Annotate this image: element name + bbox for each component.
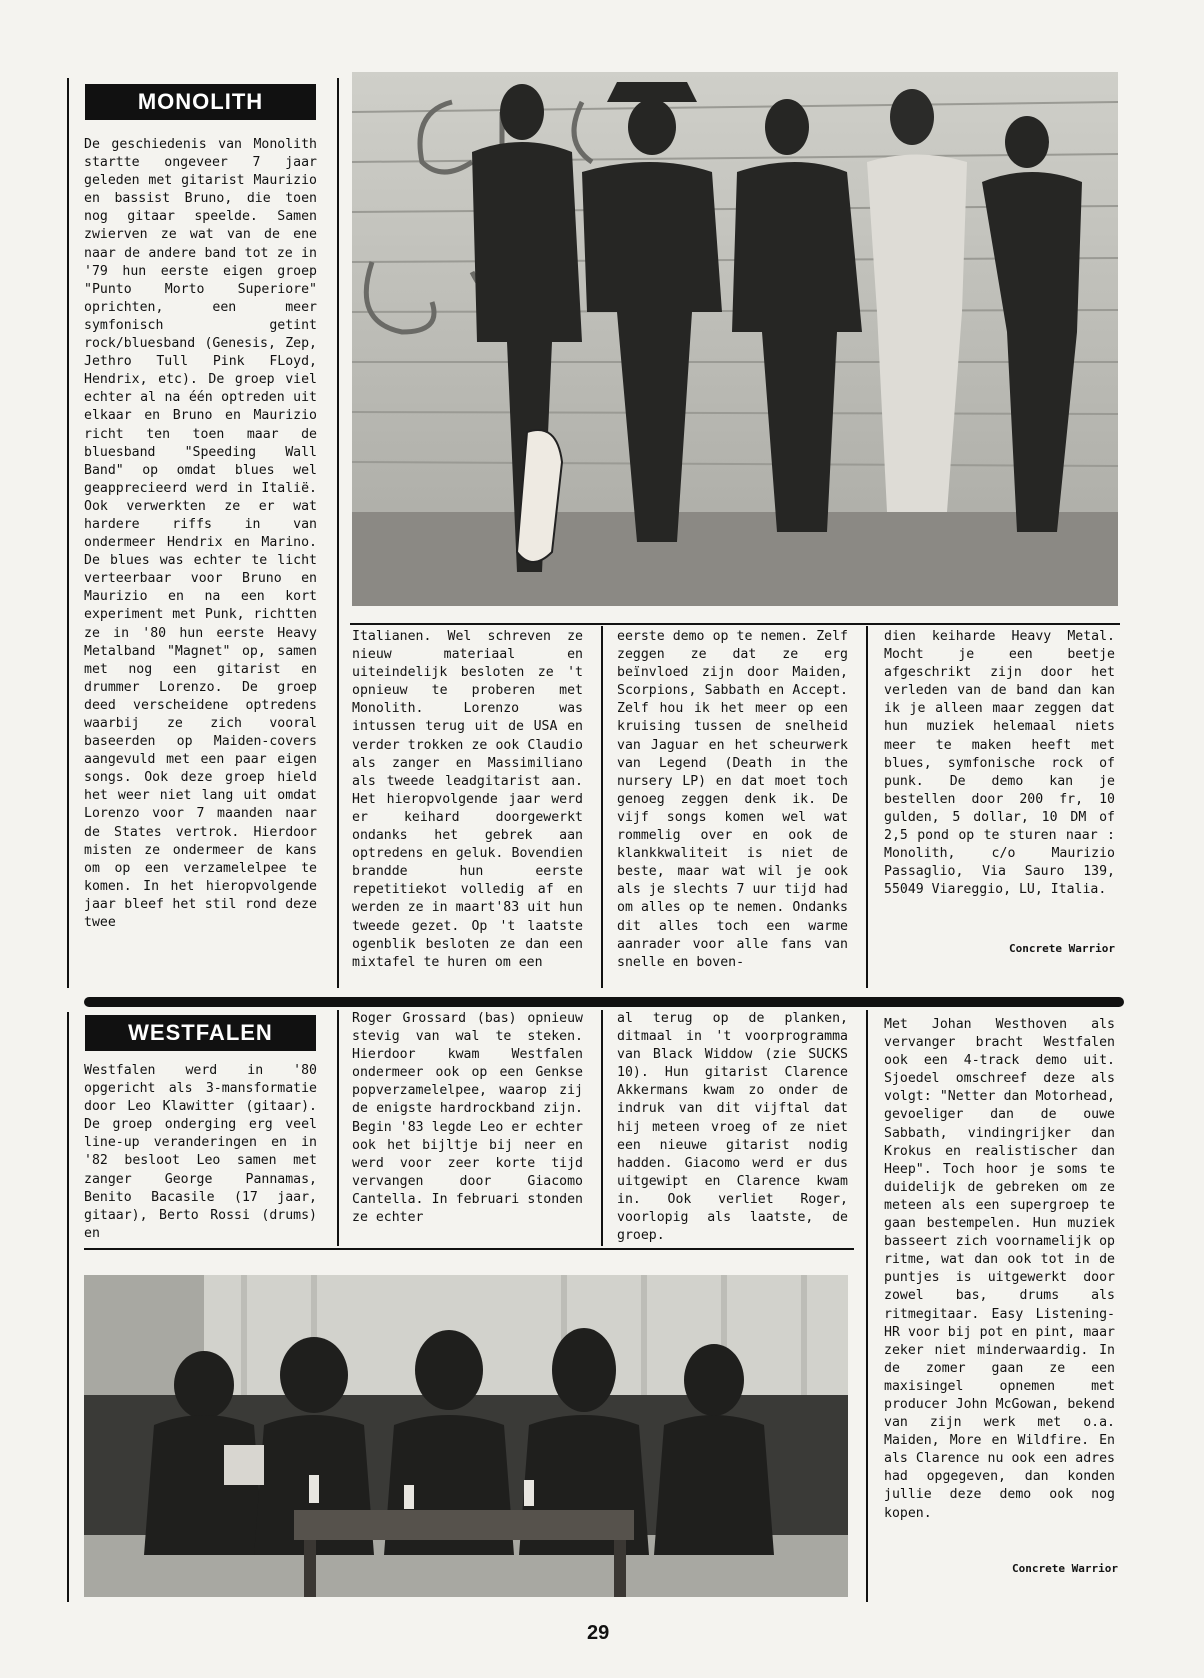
westfalen-col-rule-3 xyxy=(866,1010,868,1602)
westfalen-col2 xyxy=(352,1010,583,1227)
westfalen-col1 xyxy=(84,1062,317,1243)
westfalen-text-underline xyxy=(84,1248,854,1250)
monolith-col4 xyxy=(884,628,1115,899)
monolith-band-photo xyxy=(352,72,1118,606)
westfalen-col3 xyxy=(617,1010,848,1245)
monolith-col-rule-3 xyxy=(866,626,868,988)
westfalen-col4-text: Met Johan Westhoven als vervanger bracht Westfalen ook een 4-track demo uit. Sjoedel omschreef deze als volgt: "Netter dan Motorhead, gevoeliger dan de ouwe Sabbath, vindingrijker dan Krokus en realistischer dan Heep". Toch hoor je soms te duidelijk de gebreken om ze meteen als een supergroep te gaan bestempelen. Hun muziek basseert zich voornamelijk op ritme, wat dan ook tot in de puntjes is uitgewerkt door zowel bas, drums als ritmegitaar. Easy Listening-HR voor bij pot en pint, maar zeker niet minderwaardig. In de zomer gaan ze een maxisingel opnemen met producer John McGowan, bekend van zijn werk met o.a. Maiden, More en Wildfire. En als Clarence nu ook een adres had opgegeven, dan konden jullie deze demo ook nog kopen. xyxy=(884,1017,1115,1521)
monolith-col-rule-1 xyxy=(337,78,339,988)
monolith-signature: Concrete Warrior xyxy=(1009,942,1115,955)
section-divider xyxy=(84,997,1124,1007)
monolith-col1 xyxy=(84,136,317,932)
westfalen-band-photo xyxy=(84,1275,848,1597)
monolith-col-rule-2 xyxy=(601,626,603,988)
monolith-heading: MONOLITH xyxy=(85,84,316,120)
monolith-col4-text: dien keiharde Heavy Metal. Mocht je een beetje afgeschrikt zijn door het verleden van de band dan kan ik je alleen maar zeggen dat hun muziek helemaal niets meer te maken heeft met blues, symfonische rock of punk. De demo kan je bestellen door 200 fr, 10 gulden, 5 dollar, 10 DM of 2,5 pond op te sturen naar : Monolith, c/o Maurizio Passaglio, Via Sauro 139, 55049 Viareggio, LU, Italia. xyxy=(884,629,1115,898)
westfalen-col1-text: Westfalen werd in '80 opgericht als 3-mansformatie door Leo Klawitter (gitaar). De groep onderging erg veel line-up veranderingen en in '82 besloot Leo samen met zanger George Pannamas, Benito Bacasile (17 jaar, gitaar), Berto Rossi (drums) en xyxy=(84,1063,317,1241)
monolith-col1-text: De geschiedenis van Monolith startte ongeveer 7 jaar geleden met gitarist Maurizio en bassist Bruno, die toen nog gitaar speelde. Samen zwierven ze wat van de ene naar de andere band tot ze in '79 hun eerste eigen groep "Punto Morto Superiore" oprichten, een meer symfonisch getint rock/bluesband (Genesis, Zep, Jethro Tull Pink FLoyd, Hendrix, etc). De groep viel echter al na één optreden uit elkaar en Bruno en Maurizio richt ten toen maar de bluesband "Speeding Wall Band" op omdat blues wel geapprecieerd werd in Italië. Ook verwerkten ze er wat hardere riffs in van ondermeer Hendrix en Marino. De blues was echter te licht verteerbaar voor Bruno en Maurizio en na een kort experiment met Punk, richtten ze in '80 hun eerste Heavy Metalband "Magnet" op, samen met nog een gitarist en drummer Lorenzo. De groep deed verscheidene optredens waarbij ze zich vooral baseerden op Maiden-covers aangevuld met een paar eigen songs. Ook deze groep hield het weer niet lang uit omdat Lorenzo voor 7 maanden naar de States vertrok. Hierdoor misten ze ondermeer de kans om op een verzamelelpee te komen. In het hieropvolgende jaar bleef het stil rond deze twee xyxy=(84,137,317,931)
westfalen-col-rule-1 xyxy=(337,1010,339,1246)
westfalen-signature: Concrete Warrior xyxy=(1012,1562,1118,1575)
westfalen-col4 xyxy=(884,1016,1115,1523)
monolith-col3 xyxy=(617,628,848,972)
left-column-rule xyxy=(67,78,69,988)
westfalen-col2-text: Roger Grossard (bas) opnieuw stevig van wal te steken. Hierdoor kwam Westfalen ondermeer ook op een Genkse popverzamelelpee, waarop zij de enigste hardrockband zijn. Begin '83 legde Leo er echter ook het bijltje bij neer en werd voor zeer korte tijd vervangen door Giacomo Cantella. In februari stonden ze echter xyxy=(352,1011,583,1226)
westfalen-heading: WESTFALEN xyxy=(85,1015,316,1051)
page-number: 29 xyxy=(587,1622,610,1644)
monolith-photo-underline xyxy=(350,623,1120,625)
monolith-col3-text: eerste demo op te nemen. Zelf zeggen ze dat ze erg beïnvloed zijn door Maiden, Scorpions, Sabbath en Accept. Zelf hou ik het meer op een kruising tussen de snelheid van Jaguar en het scheurwerk van Legend (Death in the nursery LP) en dat moet toch genoeg zeggen denk ik. De vijf songs komen wel wat rommelig over en ook de klankkwaliteit is niet de beste, maar wat wil je ook als je slechts 7 uur tijd had om alles op te nemen. Ondanks dit alles toch een warme aanrader voor alle fans van snelle en boven- xyxy=(617,629,848,970)
westfalen-col-rule-2 xyxy=(601,1010,603,1246)
monolith-col2 xyxy=(352,628,583,972)
westfalen-left-rule xyxy=(67,1012,69,1602)
monolith-col2-text: Italianen. Wel schreven ze nieuw materiaal en uiteindelijk besloten ze 't opnieuw te proberen met Monolith. Lorenzo was intussen terug uit de USA en verder trokken ze ook Claudio als zanger en Massimiliano als tweede leadgitarist aan. Het hieropvolgende jaar werd er keihard doorgewerkt ondanks het gebrek aan optredens en geluk. Bovendien brandde hun eerste repetitiekot volledig af en werden ze in maart'83 uit hun tweede gezet. Op 't laatste ogenblik besloten ze dan een mixtafel te huren om een xyxy=(352,629,583,970)
westfalen-col3-text: al terug op de planken, ditmaal in 't voorprogramma van Black Widdow (zie SUCKS 10). Hun gitarist Clarence Akkermans kwam zo onder de indruk van dit vijftal dat hij meteen vroeg of ze niet een nieuwe gitarist nodig hadden. Giacomo werd er dus uitgewipt en Clarence kwam in. Ook verliet Roger, voorlopig als laatste, de groep. xyxy=(617,1011,848,1244)
